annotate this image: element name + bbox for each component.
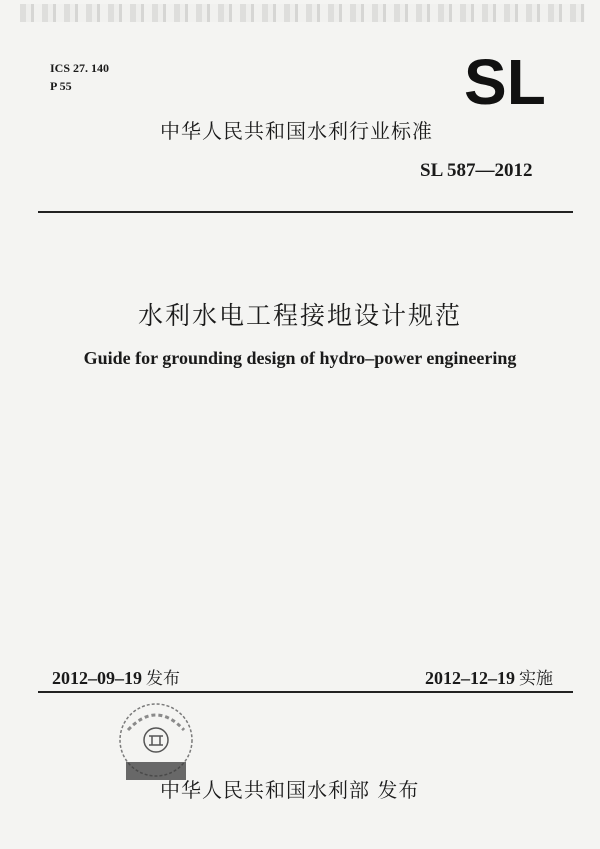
title-english: Guide for grounding design of hydro–power engineering (83, 348, 517, 368)
implementation-date: 2012–12–19 (425, 668, 515, 688)
header-divider (38, 211, 573, 213)
issue-date-line (52, 664, 180, 689)
sl-logo (464, 52, 564, 110)
ics-code: ICS 27. 140 (50, 61, 110, 75)
standard-number: SL 587—2012 (420, 160, 533, 181)
p-code: P 55 (50, 79, 72, 93)
issue-label: 发布 (146, 669, 180, 689)
issue-date: 2012–09–19 (52, 668, 142, 688)
standard-type: 中华人民共和国水利行业标准 (160, 119, 433, 143)
title-chinese: 水利水电工程接地设计规范 (137, 301, 462, 330)
publisher: 中华人民共和国水利部 发布 (160, 778, 420, 802)
sl-logo-text: SL (464, 52, 546, 110)
scan-artifact (20, 4, 585, 22)
classification-codes (50, 59, 109, 95)
implementation-date-line (425, 664, 553, 689)
date-divider (38, 691, 573, 693)
implementation-label: 实施 (519, 669, 553, 689)
